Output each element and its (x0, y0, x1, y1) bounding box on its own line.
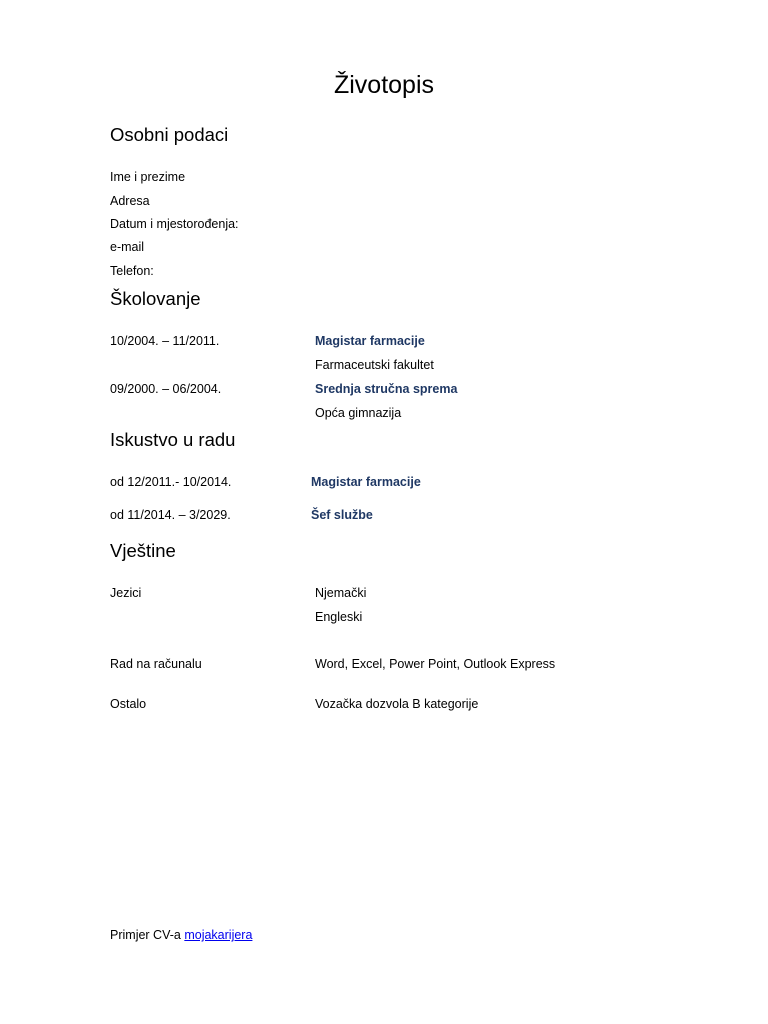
footer-text: Primjer CV-a (110, 928, 181, 942)
experience-period: od 11/2014. – 3/2029. (110, 508, 231, 522)
education-degree: Srednja stručna sprema (315, 382, 458, 396)
section-heading-experience: Iskustvo u radu (110, 429, 236, 450)
page-title: Životopis (333, 71, 435, 99)
field-email-label: e-mail (110, 240, 145, 254)
footer-link-mojakarijera[interactable]: mojakarijera (184, 928, 253, 942)
skills-computer-value: Word, Excel, Power Point, Outlook Express (315, 657, 556, 671)
field-phone-label: Telefon: (110, 264, 154, 278)
section-heading-skills: Vještine (110, 540, 176, 561)
skills-language-item: Engleski (315, 610, 363, 624)
skills-other-value: Vozačka dozvola B kategorije (315, 697, 479, 711)
skills-languages-label: Jezici (110, 586, 142, 600)
education-period: 10/2004. – 11/2011. (110, 334, 220, 348)
field-birth-label: Datum i mjestorođenja: (110, 217, 239, 231)
footer-note (110, 927, 252, 944)
section-heading-personal: Osobni podaci (110, 124, 229, 145)
skills-language-item: Njemački (315, 586, 367, 600)
experience-position: Magistar farmacije (311, 475, 421, 489)
education-period: 09/2000. – 06/2004. (110, 382, 222, 396)
education-institution: Farmaceutski fakultet (315, 358, 434, 372)
experience-period: od 12/2011.- 10/2014. (110, 475, 232, 489)
skills-other-label: Ostalo (110, 697, 147, 711)
skills-computer-label: Rad na računalu (110, 657, 202, 671)
education-degree: Magistar farmacije (315, 334, 425, 348)
education-institution: Opća gimnazija (315, 406, 402, 420)
section-heading-education: Školovanje (110, 288, 201, 309)
field-name-label: Ime i prezime (110, 170, 186, 184)
experience-position: Šef službe (311, 508, 373, 522)
field-address-label: Adresa (110, 194, 150, 208)
